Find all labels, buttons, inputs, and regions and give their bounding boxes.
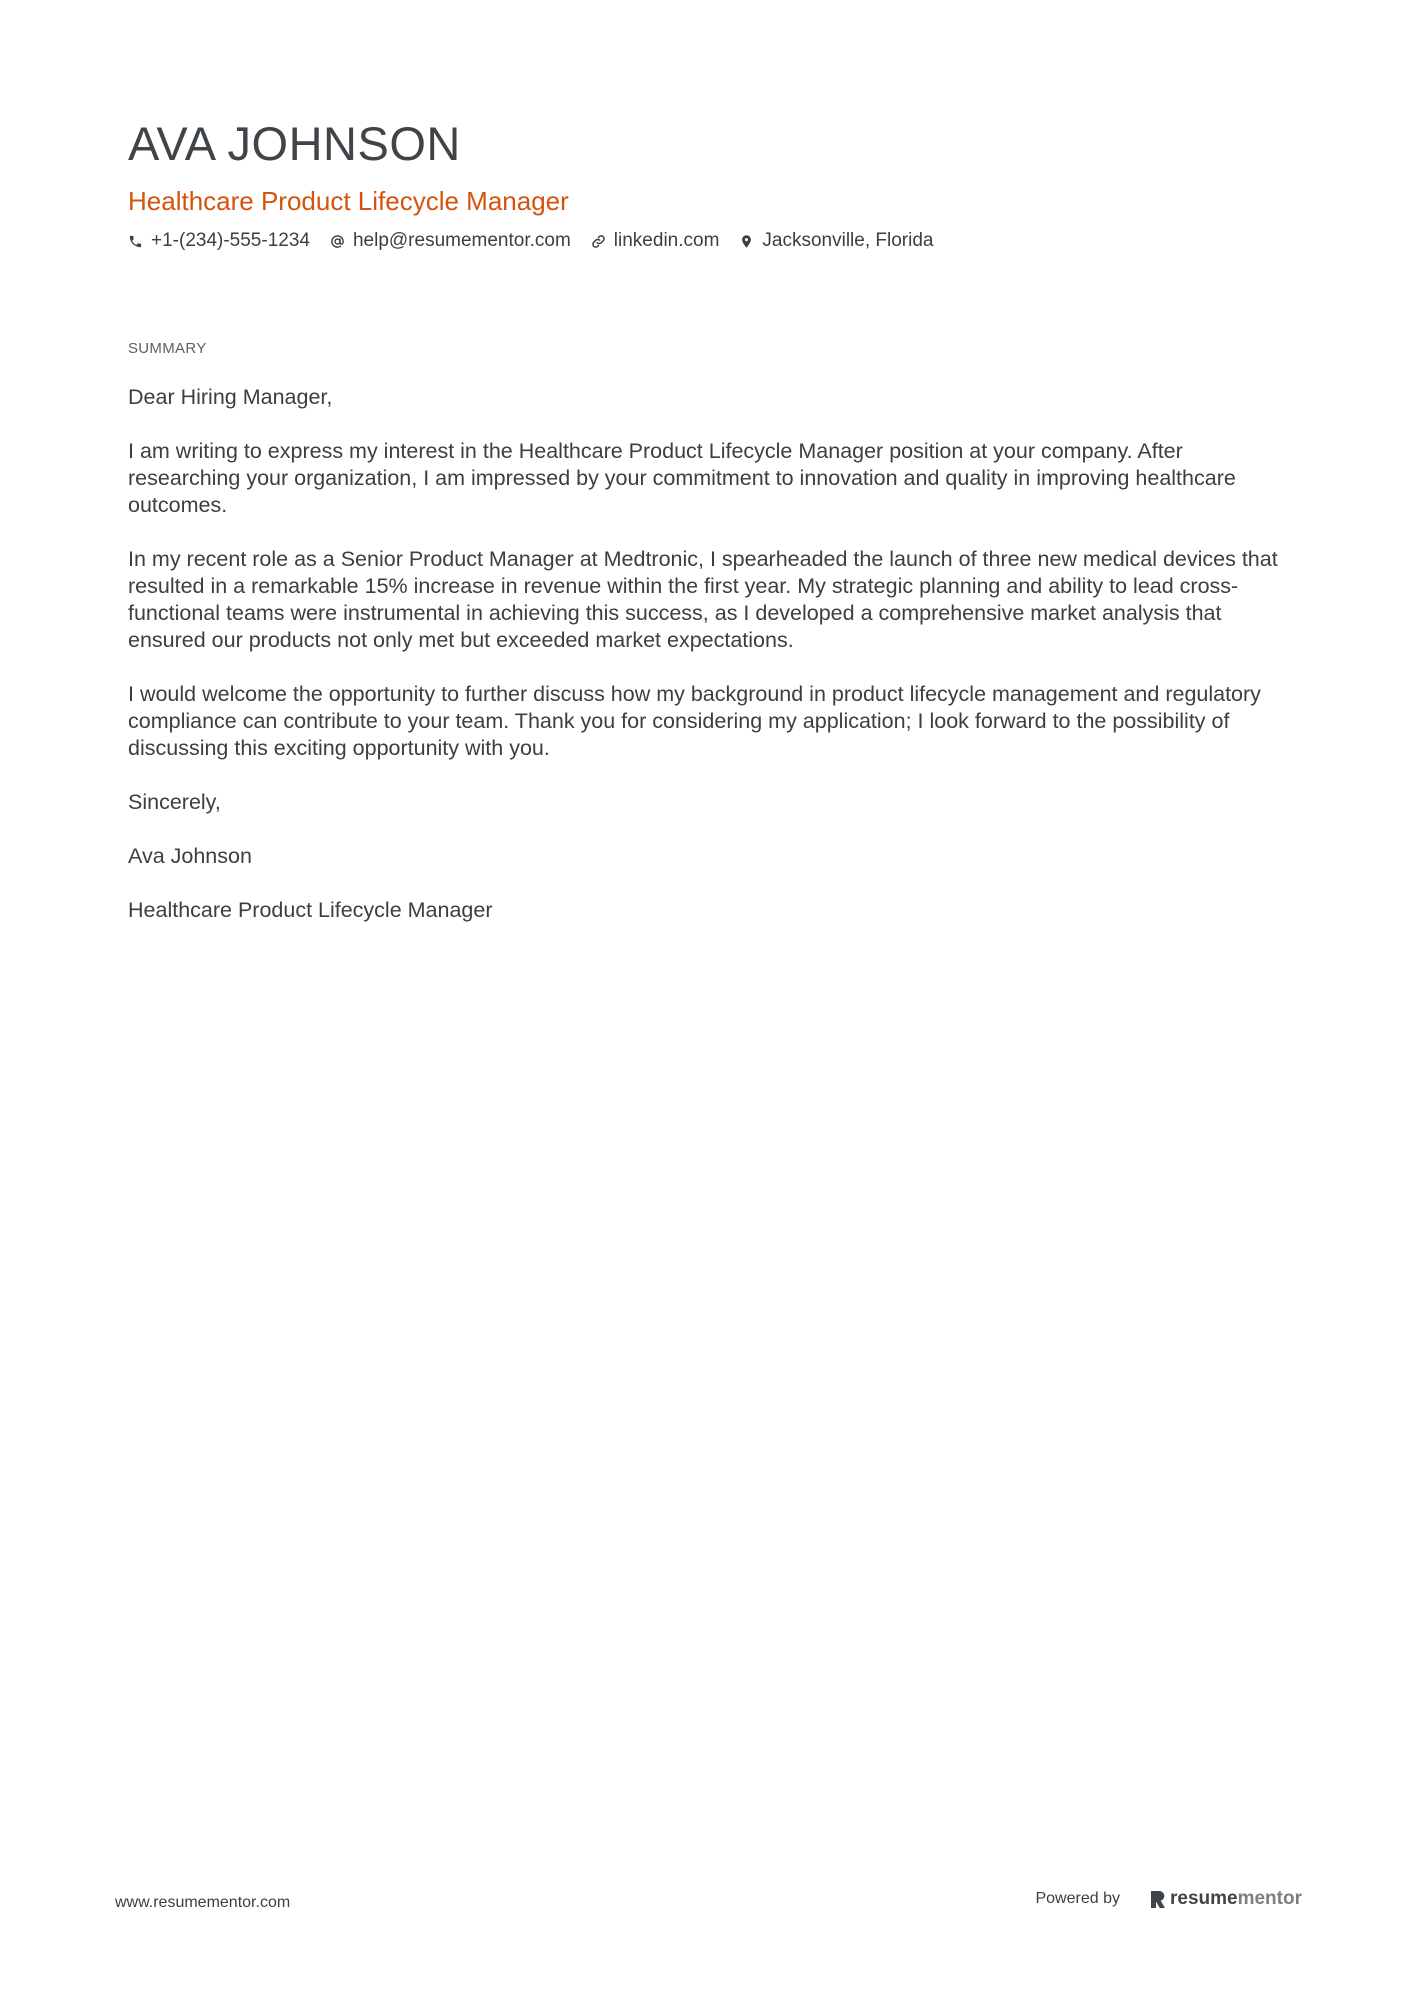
brand-logo[interactable] <box>1150 1888 1302 1910</box>
powered-by-text: Powered by <box>1035 1890 1120 1907</box>
contact-email[interactable] <box>330 230 571 252</box>
footer-powered-by <box>1035 1888 1302 1910</box>
phone-icon <box>128 234 143 249</box>
footer-website[interactable]: www.resumementor.com <box>115 1894 291 1911</box>
map-pin-icon <box>739 234 754 249</box>
letter-paragraph-1: I am writing to express my interest in the Healthcare Product Lifecycle Manager position at your company. After researching your organization, I am impressed by your commitment to innovation and quality in improving healthcare outcomes. <box>128 439 1236 517</box>
brand-text-bold: resume <box>1169 1888 1238 1909</box>
job-title: Healthcare Product Lifecycle Manager <box>128 186 569 216</box>
letter-paragraph-3: I would welcome the opportunity to further discuss how my background in product lifecycle management and regulatory compliance can contribute to your team. Thank you for considering my application; I look forward to the possibility of discussing this exciting opportunity with you. <box>128 682 1261 760</box>
signature-title: Healthcare Product Lifecycle Manager <box>128 898 493 922</box>
brand-text-light: mentor <box>1237 1888 1302 1909</box>
letter-paragraph-2: In my recent role as a Senior Product Manager at Medtronic, I spearheaded the launch of three new medical devices that resulted in a remarkable 15% increase in revenue within the first year. My strategic planning and ability to lead cross-functional teams were instrumental in achieving this success, as I developed a comprehensive market analysis that ensured our products not only met but exceeded market expectations. <box>128 547 1278 652</box>
candidate-name: AVA JOHNSON <box>128 117 461 170</box>
phone-text: +1-(234)-555-1234 <box>151 230 310 251</box>
contact-location <box>739 230 933 252</box>
location-text: Jacksonville, Florida <box>762 230 934 251</box>
resumementor-logo-icon <box>1150 1889 1166 1909</box>
letter-body <box>128 384 1298 951</box>
at-icon <box>330 234 345 249</box>
letter-greeting: Dear Hiring Manager, <box>128 385 333 409</box>
section-heading-summary: SUMMARY <box>128 340 207 357</box>
signature-name: Ava Johnson <box>128 844 252 868</box>
contact-phone <box>128 230 310 252</box>
link-icon <box>591 234 606 249</box>
contact-info <box>128 230 1288 252</box>
contact-linkedin[interactable] <box>591 230 720 252</box>
header <box>128 112 1288 252</box>
letter-closing: Sincerely, <box>128 790 221 814</box>
email-text[interactable]: help@resumementor.com <box>352 230 571 251</box>
linkedin-text[interactable]: linkedin.com <box>613 230 720 251</box>
